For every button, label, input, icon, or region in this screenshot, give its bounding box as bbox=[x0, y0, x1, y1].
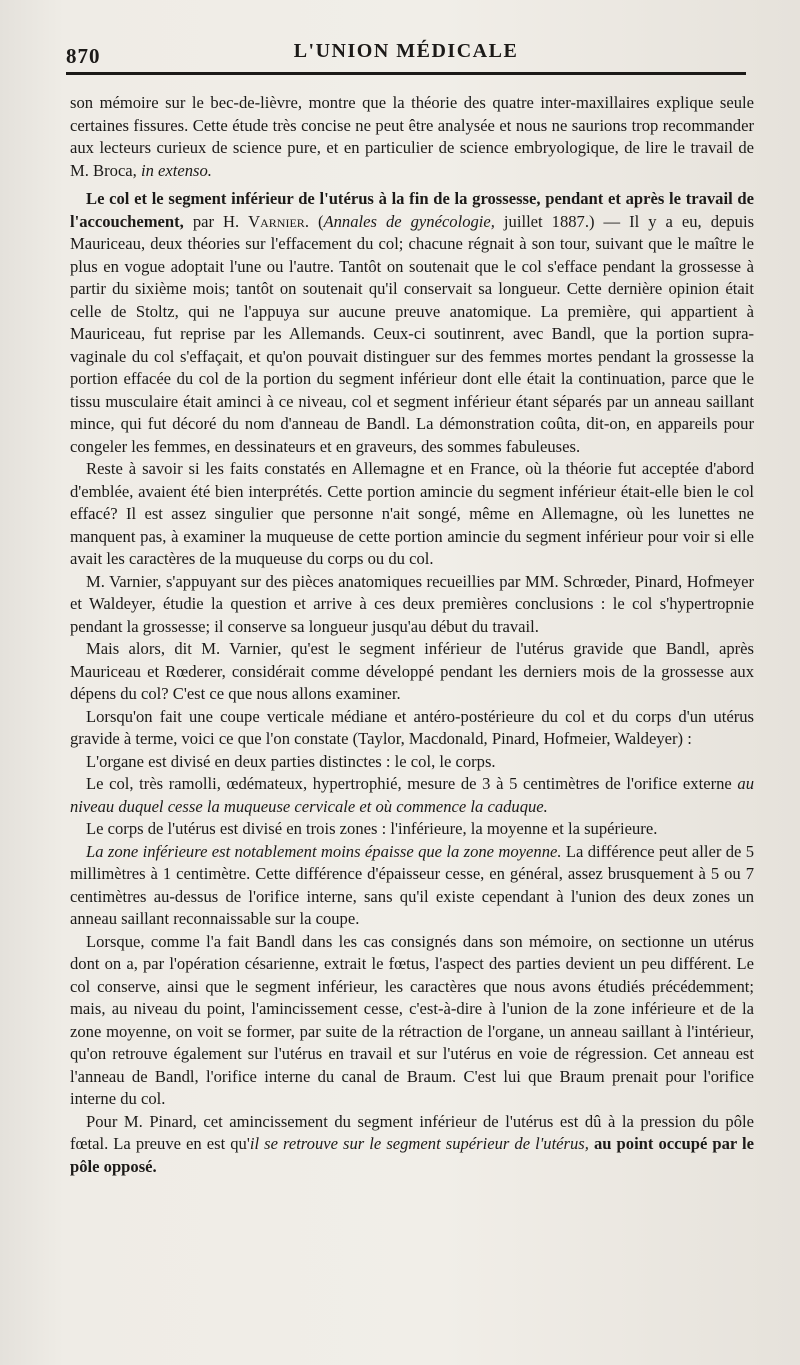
paragraph-6: Lorsqu'on fait une coupe verticale médiane et antéro-postérieure du col et du corps d'un utérus gravide à terme, voici ce que l'on constate (Taylor, Macdonald, Pinard, Hofmeier, Waldeyer) : bbox=[70, 706, 754, 748]
paragraph-8-italic: au niveau duquel cesse la muqueuse cervicale et où commence la caduque. bbox=[70, 774, 754, 816]
paragraph-2-text: juillet 1887.) — Il y a eu, depuis Mauriceau, deux théories sur l'effacement du col; chacune régnait à son tour, suivant que le maître le plus en vogue adoptait l'une ou l'autre. Tantôt on soutenait que le col s'efface pendant la grossesse à partir du sixième mois; tantôt on soutenait qu'il conservait sa longueur. Cette dernière opinion était celle de Stoltz, qui ne l'appuya sur aucune preuve anatomique. La première, qui appartient à Mauriceau, fut reprise par les Allemands. Ceux-ci soutinrent, avec Bandl, que la portion supra-vaginale du col s'effaçait, et qu'on pouvait distinguer sur des femmes mortes pendant la grossesse la portion effacée du col de la portion du segment inférieur dont elle était la continuation, parce que le tissu musculaire était aminci à ce niveau, col et segment inférieur étant séparés par un anneau saillant mince, qui fut décoré du nom d'anneau de Bandl. La démonstration coûta, dit-on, en appareils pour congeler les femmes, en dessinateurs et en graveurs, des sommes fabuleuses. bbox=[70, 211, 755, 456]
paragraph-12-text: Pour M. Pinard, cet amincissement du segment inférieur de l'utérus est dû à la pression du pôle fœtal. La preuve en est qu' bbox=[70, 1111, 754, 1153]
paragraph-10-text: La différence peut aller de 5 millimètres à 1 centimètre. Cette différence d'épaisseur cesse, en général, assez brusquement à 5 ou 7 centimètres au-dessus de l'orifice interne, sans qu'il existe cependant à l'union des deux zones un anneau saillant reconnaissable sur la coupe. bbox=[70, 841, 754, 928]
paragraph-10-italic: La zone inférieure est notablement moins épaisse que la zone moyenne. bbox=[86, 841, 562, 861]
paragraph-7: L'organe est divisé en deux parties distinctes : le col, le corps. bbox=[86, 751, 496, 771]
paragraph-5: Mais alors, dit M. Varnier, qu'est le segment inférieur de l'utérus gravide que Bandl, après Mauriceau et Rœderer, considérait comme développé pendant les derniers mois de la grossesse aux dépens du col? C'est ce que nous allons examiner. bbox=[70, 639, 754, 703]
page-number: 870 bbox=[66, 44, 101, 68]
paragraph-1-text: son mémoire sur le bec-de-lièvre, montre que la théorie des quatre inter-maxillaires explique seule certaines fissures. Cette étude très concise ne peut être analysée et nous ne saurions trop recommander aux lecteurs curieux de science pure, et en particulier de science embryologique, de lire le travail de M. Broca, bbox=[70, 93, 754, 180]
running-title: L'UNION MÉDICALE bbox=[293, 40, 519, 62]
paragraph-12-bold: au point occupé par le pôle opposé. bbox=[70, 1134, 755, 1176]
paragraph-10 bbox=[70, 841, 754, 931]
in-extenso: in extenso. bbox=[140, 160, 212, 180]
paragraph-12-italic: il se retrouve sur le segment supérieur de l'utérus, bbox=[249, 1134, 589, 1153]
body-text bbox=[70, 92, 754, 1178]
paragraph-11: Lorsque, comme l'a fait Bandl dans les cas consignés dans son mémoire, on sectionne un utérus dont on a, par l'opération césarienne, extrait le fœtus, l'aspect des parties devient un peu différent. Le col conserve, ainsi que le segment inférieur, les caractères que nous avons étudiés précédemment; mais, au niveau du point, l'amincissement cesse, c'est-à-dire à l'union de la zone inférieure et de la zone moyenne, on voit se former, par suite de la rétraction de l'organe, un anneau saillant à l'intérieur, qu'on retrouve également sur l'utérus en travail et sur l'utérus en voie de régression. Cet anneau est l'anneau de Bandl, l'orifice interne du canal de Braum. C'est lui que Braum prenait pour l'orifice interne du col. bbox=[70, 931, 754, 1108]
paragraph-4: M. Varnier, s'appuyant sur des pièces anatomiques recueillies par MM. Schrœder, Pinard, Hofmeyer et Waldeyer, étudie la question et arrive à ces deux premières conclusions : le col s'hypertropnie pendant la grossesse; il conserve sa longueur jusqu'au début du travail. bbox=[70, 571, 754, 636]
paragraph-1 bbox=[70, 92, 754, 182]
journal-name: Annales de gynécologie, bbox=[323, 211, 495, 231]
by-text: par H. bbox=[183, 211, 249, 231]
page-header bbox=[66, 38, 746, 78]
header-rule bbox=[66, 72, 746, 75]
paragraph-3: Reste à savoir si les faits constatés en Allemagne et en France, où la théorie fut acceptée d'abord d'emblée, avaient été bien interprétés. Cette portion amincie du segment inférieur était-elle bien le col effacé? Il est assez singulier que personne n'ait songé, même en Allemagne, où les lunettes ne manquent pas, à examiner la muqueuse de cette portion amincie du segment inférieur pour voir si elle avait les caractères de la muqueuse du corps ou du col. bbox=[70, 459, 754, 568]
article-author: Varnier bbox=[248, 211, 305, 231]
paragraph-8 bbox=[70, 773, 754, 818]
author-separator: . ( bbox=[304, 211, 324, 231]
paragraph-9: Le corps de l'utérus est divisé en trois zones : l'inférieure, la moyenne et la supérieure. bbox=[86, 819, 658, 838]
paragraph-2 bbox=[70, 188, 754, 458]
article-title: Le col et le segment inférieur de l'utérus à la fin de la grossesse, pendant et après le travail de l'accouchement, bbox=[70, 189, 754, 231]
paragraph-12 bbox=[70, 1111, 754, 1179]
paragraph-8-text: Le col, très ramolli, œdémateux, hypertrophié, mesure de 3 à 5 centimètres de l'orifice externe bbox=[86, 774, 732, 793]
